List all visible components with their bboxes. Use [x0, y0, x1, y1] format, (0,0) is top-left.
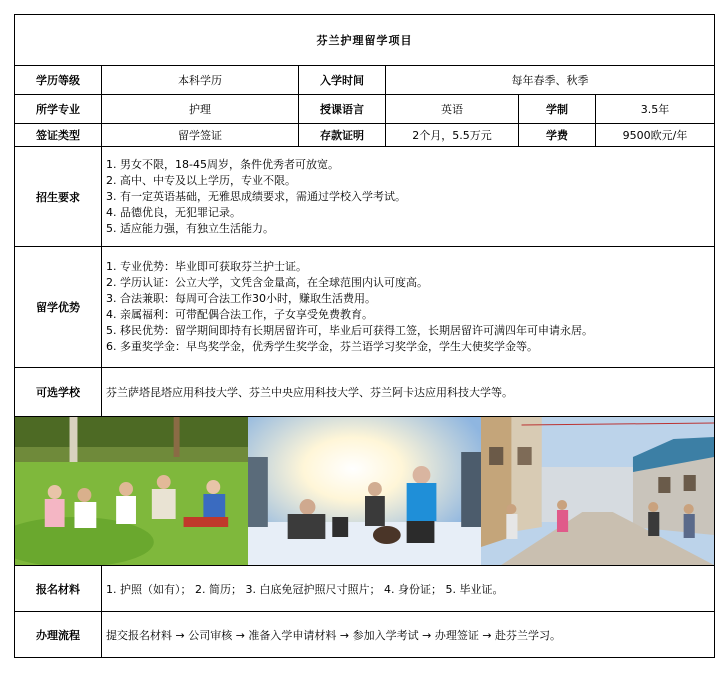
list-item: 6. 多重奖学金：早鸟奖学金，优秀学生奖学金，芬兰语学习奖学金，学生大使奖学金等。: [106, 340, 538, 353]
list-item: 2. 学历认证：公立大学，文凭含金量高，在全球范围内认可度高。: [106, 276, 428, 289]
list-item: 5. 适应能力强，有独立生活能力。: [106, 221, 274, 235]
list-item: 4. 品德优良，无犯罪记录。: [106, 205, 241, 219]
program-table: [14, 14, 715, 658]
list-item: 3. 有一定英语基础，无雅思成绩要求，需通过学校入学考试。: [106, 189, 406, 203]
intake-value: 每年春季、秋季: [386, 66, 715, 95]
duration-label: 学制: [519, 95, 596, 124]
deposit-value: 2个月，5.5万元: [386, 124, 519, 147]
advantages-list: [102, 247, 715, 368]
education-value: 本科学历: [102, 66, 299, 95]
page-title: 芬兰护理留学项目: [15, 15, 715, 66]
tuition-label: 学费: [519, 124, 596, 147]
schools-value: 芬兰萨塔昆塔应用科技大学、芬兰中央应用科技大学、芬兰阿卡达应用科技大学等。: [102, 368, 715, 417]
list-item: 3. 合法兼职：每周可合法工作30小时，赚取生活费用。: [106, 292, 376, 305]
visa-label: 签证类型: [15, 124, 102, 147]
list-item: 5. 移民优势：留学期间即持有长期居留许可，毕业后可获得工签，长期居留许可满四年可申请永居。: [106, 324, 593, 337]
education-label: 学历等级: [15, 66, 102, 95]
photo-strip: [15, 417, 715, 566]
list-item: 1. 男女不限，18-45周岁，条件优秀者可放宽。: [106, 157, 339, 171]
major-value: 护理: [102, 95, 299, 124]
visa-value: 留学签证: [102, 124, 299, 147]
language-value: 英语: [386, 95, 519, 124]
deposit-label: 存款证明: [299, 124, 386, 147]
town-street-photo: [481, 417, 714, 565]
materials-value: 1. 护照（如有）； 2. 简历； 3. 白底免冠护照尺寸照片； 4. 身份证； 5. 毕业证。: [102, 566, 715, 612]
advantages-label: 留学优势: [15, 247, 102, 368]
process-label: 办理流程: [15, 612, 102, 658]
requirements-list: [102, 147, 715, 247]
snow-play-photo: [248, 417, 481, 565]
major-label: 所学专业: [15, 95, 102, 124]
requirements-label: 招生要求: [15, 147, 102, 247]
language-label: 授课语言: [299, 95, 386, 124]
process-value: 提交报名材料 → 公司审核 → 准备入学申请材料 → 参加入学考试 → 办理签证 → 赴芬兰学习。: [102, 612, 715, 658]
tuition-value: 9500欧元/年: [596, 124, 715, 147]
duration-value: 3.5年: [596, 95, 715, 124]
park-students-photo: [15, 417, 248, 565]
list-item: 1. 专业优势：毕业即可获取芬兰护士证。: [106, 260, 307, 273]
list-item: 2. 高中、中专及以上学历，专业不限。: [106, 173, 296, 187]
materials-label: 报名材料: [15, 566, 102, 612]
schools-label: 可选学校: [15, 368, 102, 417]
intake-label: 入学时间: [299, 66, 386, 95]
list-item: 4. 亲属福利：可带配偶合法工作，子女享受免费教育。: [106, 308, 373, 321]
